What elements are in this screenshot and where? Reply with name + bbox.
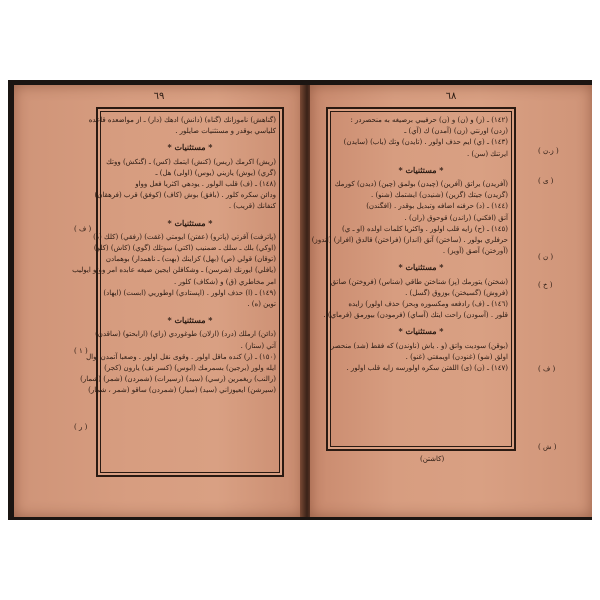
margin-note: ( ف ) — [538, 365, 556, 373]
margin-note: ( ز.ن ) — [538, 147, 559, 155]
section-heading: * مستثنيات * — [167, 217, 213, 228]
left-body-text — [72, 115, 276, 469]
text-line: (١٤٣) ـ (ي) ايم حذف اولور . (تايدن) وتك (ياب) (سايدن) — [343, 138, 508, 147]
text-line: كلياسي بوقدر و مستثنيات صايلور . — [175, 127, 276, 136]
text-line: ودائن سكره كلور . (بافق) بوش (كاف) (كوفق) قرب (فرهقان) — [94, 191, 276, 200]
text-line: (آفريدن) يراتق (آفرين) (چيدن) بولمق (چين) (ديدن) كورمك — [334, 180, 508, 189]
text-frame-right — [311, 107, 516, 451]
text-line: (١٤٢) ـ (ز) و (ن) و (ن) حرفيبي برصيغه به منحصردر : — [350, 116, 508, 124]
text-line: (بوقن) سوديت واتق (و . ياش (ناوندن) كه فقط (شد) منحصر — [330, 341, 508, 350]
section-heading: * مستثنيات * — [398, 262, 444, 273]
text-line: (١٤٩) ـ (ا) حذف اولور . (اپستادي) اوطوريي (ابست) (ايهاد) — [103, 288, 276, 297]
margin-note: ( ن ) — [538, 253, 554, 261]
text-line: (دائن) ارملك (درد) (ازلان) طوغوردي (زاي) (ارابحتو) (ساقدن) — [95, 330, 276, 339]
text-line: (گناهش) ناموزانك (گناه) (دانش) ادهك (دار) ـ از مواضعده قاعده — [88, 116, 276, 124]
text-line: آتق (افكني) (راندن) قوحوق (ران) . — [404, 213, 508, 222]
text-line: (شختن) يتورمك (پز) شناختن طاقي (شناس) (فروختن) صاتق — [330, 277, 508, 286]
text-line: (١٤٤) ـ (د) حرفنه اضافه وتبديل بوقدر . (افگندن) — [366, 202, 508, 211]
right-body-text — [311, 115, 508, 443]
margin-note: ( خ ) — [538, 281, 553, 289]
text-line: آتي (ستاز) . — [240, 341, 276, 350]
text-line: اولق (شو) (غنودن) اويمقتي (غنو) . — [405, 352, 508, 361]
section-heading: * مستثنيات * — [167, 142, 213, 153]
margin-note: ( ١ ) — [74, 347, 88, 355]
margin-note: ( ف ) — [74, 225, 92, 233]
text-line: (١٤٦) ـ (ف) رادفعه ومكسوره وبحز) حذف اولور) زايده — [348, 300, 508, 309]
margin-note: ( ش ) — [538, 443, 557, 451]
text-line: امر مخاطري (ق) و (شكاف) كلور . — [174, 277, 276, 286]
text-line: (ريش) اكرمك (ريس) (كنش) ايتمك (كس) ـ (گنكش) ووتك — [106, 157, 276, 166]
section-heading: * مستثنيات * — [167, 315, 213, 326]
section-heading: * مستثنيات * — [398, 164, 444, 175]
text-line: كنفانك (قريب) . — [228, 202, 276, 211]
text-line: ايله ولور (برجين) بسمرمك (ابوس) (كسر نف) يارون (كجر) — [104, 364, 276, 373]
page-number-right: ٦٨ — [445, 91, 457, 102]
text-line: ايرتنك (سن) . — [466, 149, 508, 158]
text-line: توين (ه) . — [247, 300, 276, 309]
text-line: (اوكي) بلك ـ سلك ـ ضمنيب (اكتي) سوتلك (گوي) (كاش) (كلو) — [93, 244, 276, 253]
text-line: حرفلري بولور . (ساختن) آتق (انداز) (فراختن) قالدق (افراز) (اندوز) — [311, 236, 508, 245]
text-line: (رالنب) ريغمرين (رسي) (سيد) (رسيرات) (شمردن) (شمر) (شمار) — [80, 375, 276, 384]
text-line: (توقان) قولي (ص) (بهل) كزاينك (بهت) ـ ناهمدار) بوهمادن — [105, 255, 276, 264]
text-line: (١٥٠) ـ (ر) كنده ماقل اولور . وقوى نقل اولور . وصعبا آتمدن اوال — [86, 352, 276, 361]
right-page — [310, 85, 592, 517]
catchword: (كاشتن) — [420, 455, 445, 463]
text-line: (١٤٥) ـ (ح) زايه قلب اولور . واكثريا كلمات اولده (او ـ ي) — [342, 224, 508, 233]
text-line: قلور . (آسودن) راحت ايتك (آساي) (فرمودن) بيورمق (فرماي) . — [323, 311, 508, 320]
text-line: (آورختن) آصق (آويز) . — [442, 247, 508, 256]
text-frame-left — [72, 107, 284, 477]
text-line: (يافلي) ايورنك (شرسن) ـ وشكافلن ايجين صيغه عابده امر ووتو ايوليب — [72, 266, 276, 275]
text-line: (١٤٧) ـ (ن) (ى) اللفتن سكره اولورسه زايه قلب اولور . — [346, 364, 508, 373]
text-line: (زدن) اورنتي (زن) (آمدن) ك (آي) ـ — [404, 127, 508, 136]
left-page — [14, 85, 304, 517]
text-line: (پاترفت) آقرتي (پاترو) (عفتن) ايومتي (غقت) (رفقي) (كلك (د) — [93, 232, 276, 241]
margin-note: ( ى ) — [538, 177, 554, 185]
page-number-left: ٦٩ — [153, 91, 165, 102]
text-line: (سيرشن) ايعيوزاني (سيد) (سيار) (شمردن) ساقو (شمر ، شمار) — [88, 386, 276, 395]
text-line: (فروش) (گسيختن) بوزوق (گسل) . — [405, 288, 508, 297]
margin-note: ( ر ) — [74, 423, 88, 431]
section-heading: * مستثنيات * — [398, 326, 444, 337]
text-line: (١٤٨) ـ (ف) قلب الولور . يودهي اكثريا فعل وواو — [135, 180, 276, 189]
text-line: (گري) (يوش) يازيني (يوس) (اولى) هل) ـ — [155, 168, 276, 177]
text-line: (گزيدن) جيتك (گزين) (شنيدن) ايشتمك (شنو) . — [371, 191, 508, 200]
